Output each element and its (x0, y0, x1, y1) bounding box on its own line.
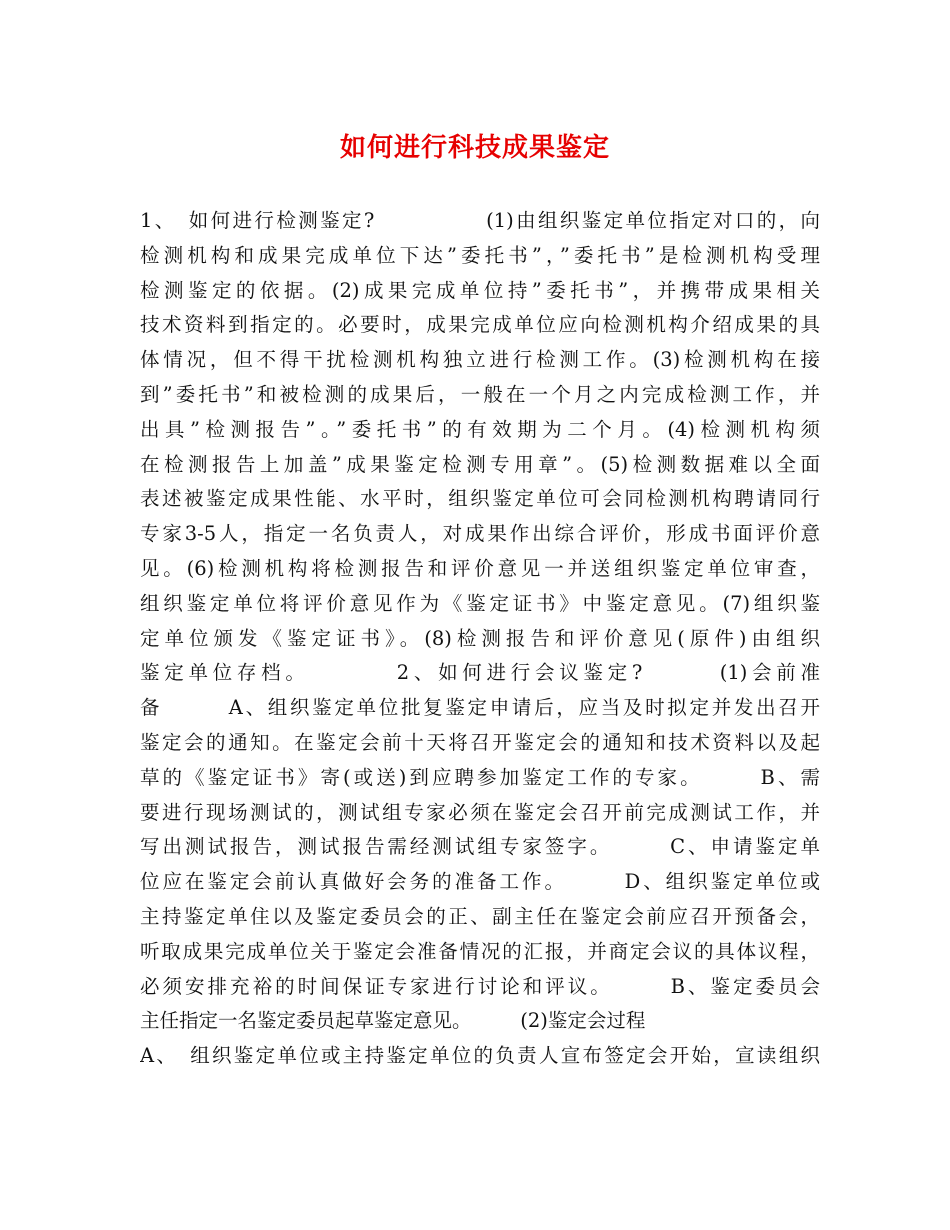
body-line: 出具”检测报告”。”委托书”的有效期为二个月。(4)检测机构须 (140, 417, 820, 441)
body-line: 组织鉴定单位将评价意见作为《鉴定证书》中鉴定意见。(7)组织鉴 (140, 591, 820, 615)
body-line: 要进行现场测试的，测试组专家必须在鉴定会召开前完成测试工作，并 (140, 800, 820, 824)
body-line: 表述被鉴定成果性能、水平时，组织鉴定单位可会同检测机构聘请同行 (140, 487, 820, 511)
body-line: 见。(6)检测机构将检测报告和评价意见一并送组织鉴定单位审查， (140, 556, 820, 580)
body-line: 在检测报告上加盖”成果鉴定检测专用章”。(5)检测数据难以全面 (140, 452, 820, 476)
body-line: 写出测试报告，测试报告需经测试组专家签字。 C、申请鉴定单 (140, 835, 820, 859)
body-line: 位应在鉴定会前认真做好会务的准备工作。 D、组织鉴定单位或 (140, 870, 820, 894)
body-line: 必须安排充裕的时间保证专家进行讨论和评议。 B、鉴定委员会 (140, 974, 820, 998)
document-body (140, 204, 820, 1074)
body-line: 主持鉴定单住以及鉴定委员会的正、副主任在鉴定会前应召开预备会， (140, 904, 820, 928)
body-line: 草的《鉴定证书》寄(或送)到应聘参加鉴定工作的专家。 B、需 (140, 765, 820, 789)
body-line: 体情况，但不得干扰检测机构独立进行检测工作。(3)检测机构在接 (140, 348, 820, 372)
body-line: A、 组织鉴定单位或主持鉴定单位的负责人宣布签定会开始，宣读组织 (140, 1044, 820, 1068)
body-line: 主任指定一名鉴定委员起草鉴定意见。 (2)鉴定会过程 (140, 1009, 646, 1033)
body-line: 备 A、组织鉴定单位批复鉴定申请后，应当及时拟定并发出召开 (140, 696, 820, 720)
document-title: 如何进行科技成果鉴定 (339, 133, 610, 163)
body-line: 专家3-5人，指定一名负责人，对成果作出综合评价，形成书面评价意 (140, 522, 820, 546)
body-line: 检测鉴定的依据。(2)成果完成单位持”委托书”，并携带成果相关 (140, 278, 820, 302)
body-line: 1、 如何进行检测鉴定? (1)由组织鉴定单位指定对口的，向 (140, 209, 820, 232)
body-line: 鉴定会的通知。在鉴定会前十天将召开鉴定会的通知和技术资料以及起 (140, 730, 820, 754)
body-line: 定单位颁发《鉴定证书》。(8)检测报告和评价意见(原件)由组织 (140, 626, 820, 650)
body-line: 到”委托书”和被检测的成果后，一般在一个月之内完成检测工作，并 (140, 382, 820, 406)
body-line: 鉴定单位存档。 2、如何进行会议鉴定? (1)会前准 (140, 661, 820, 685)
body-line: 检测机构和成果完成单位下达”委托书”，”委托书”是检测机构受理 (140, 243, 820, 267)
body-line: 技术资料到指定的。必要时，成果完成单位应向检测机构介绍成果的具 (140, 313, 820, 337)
body-line: 听取成果完成单位关于鉴定会准备情况的汇报，并商定会议的具体议程， (140, 939, 820, 963)
